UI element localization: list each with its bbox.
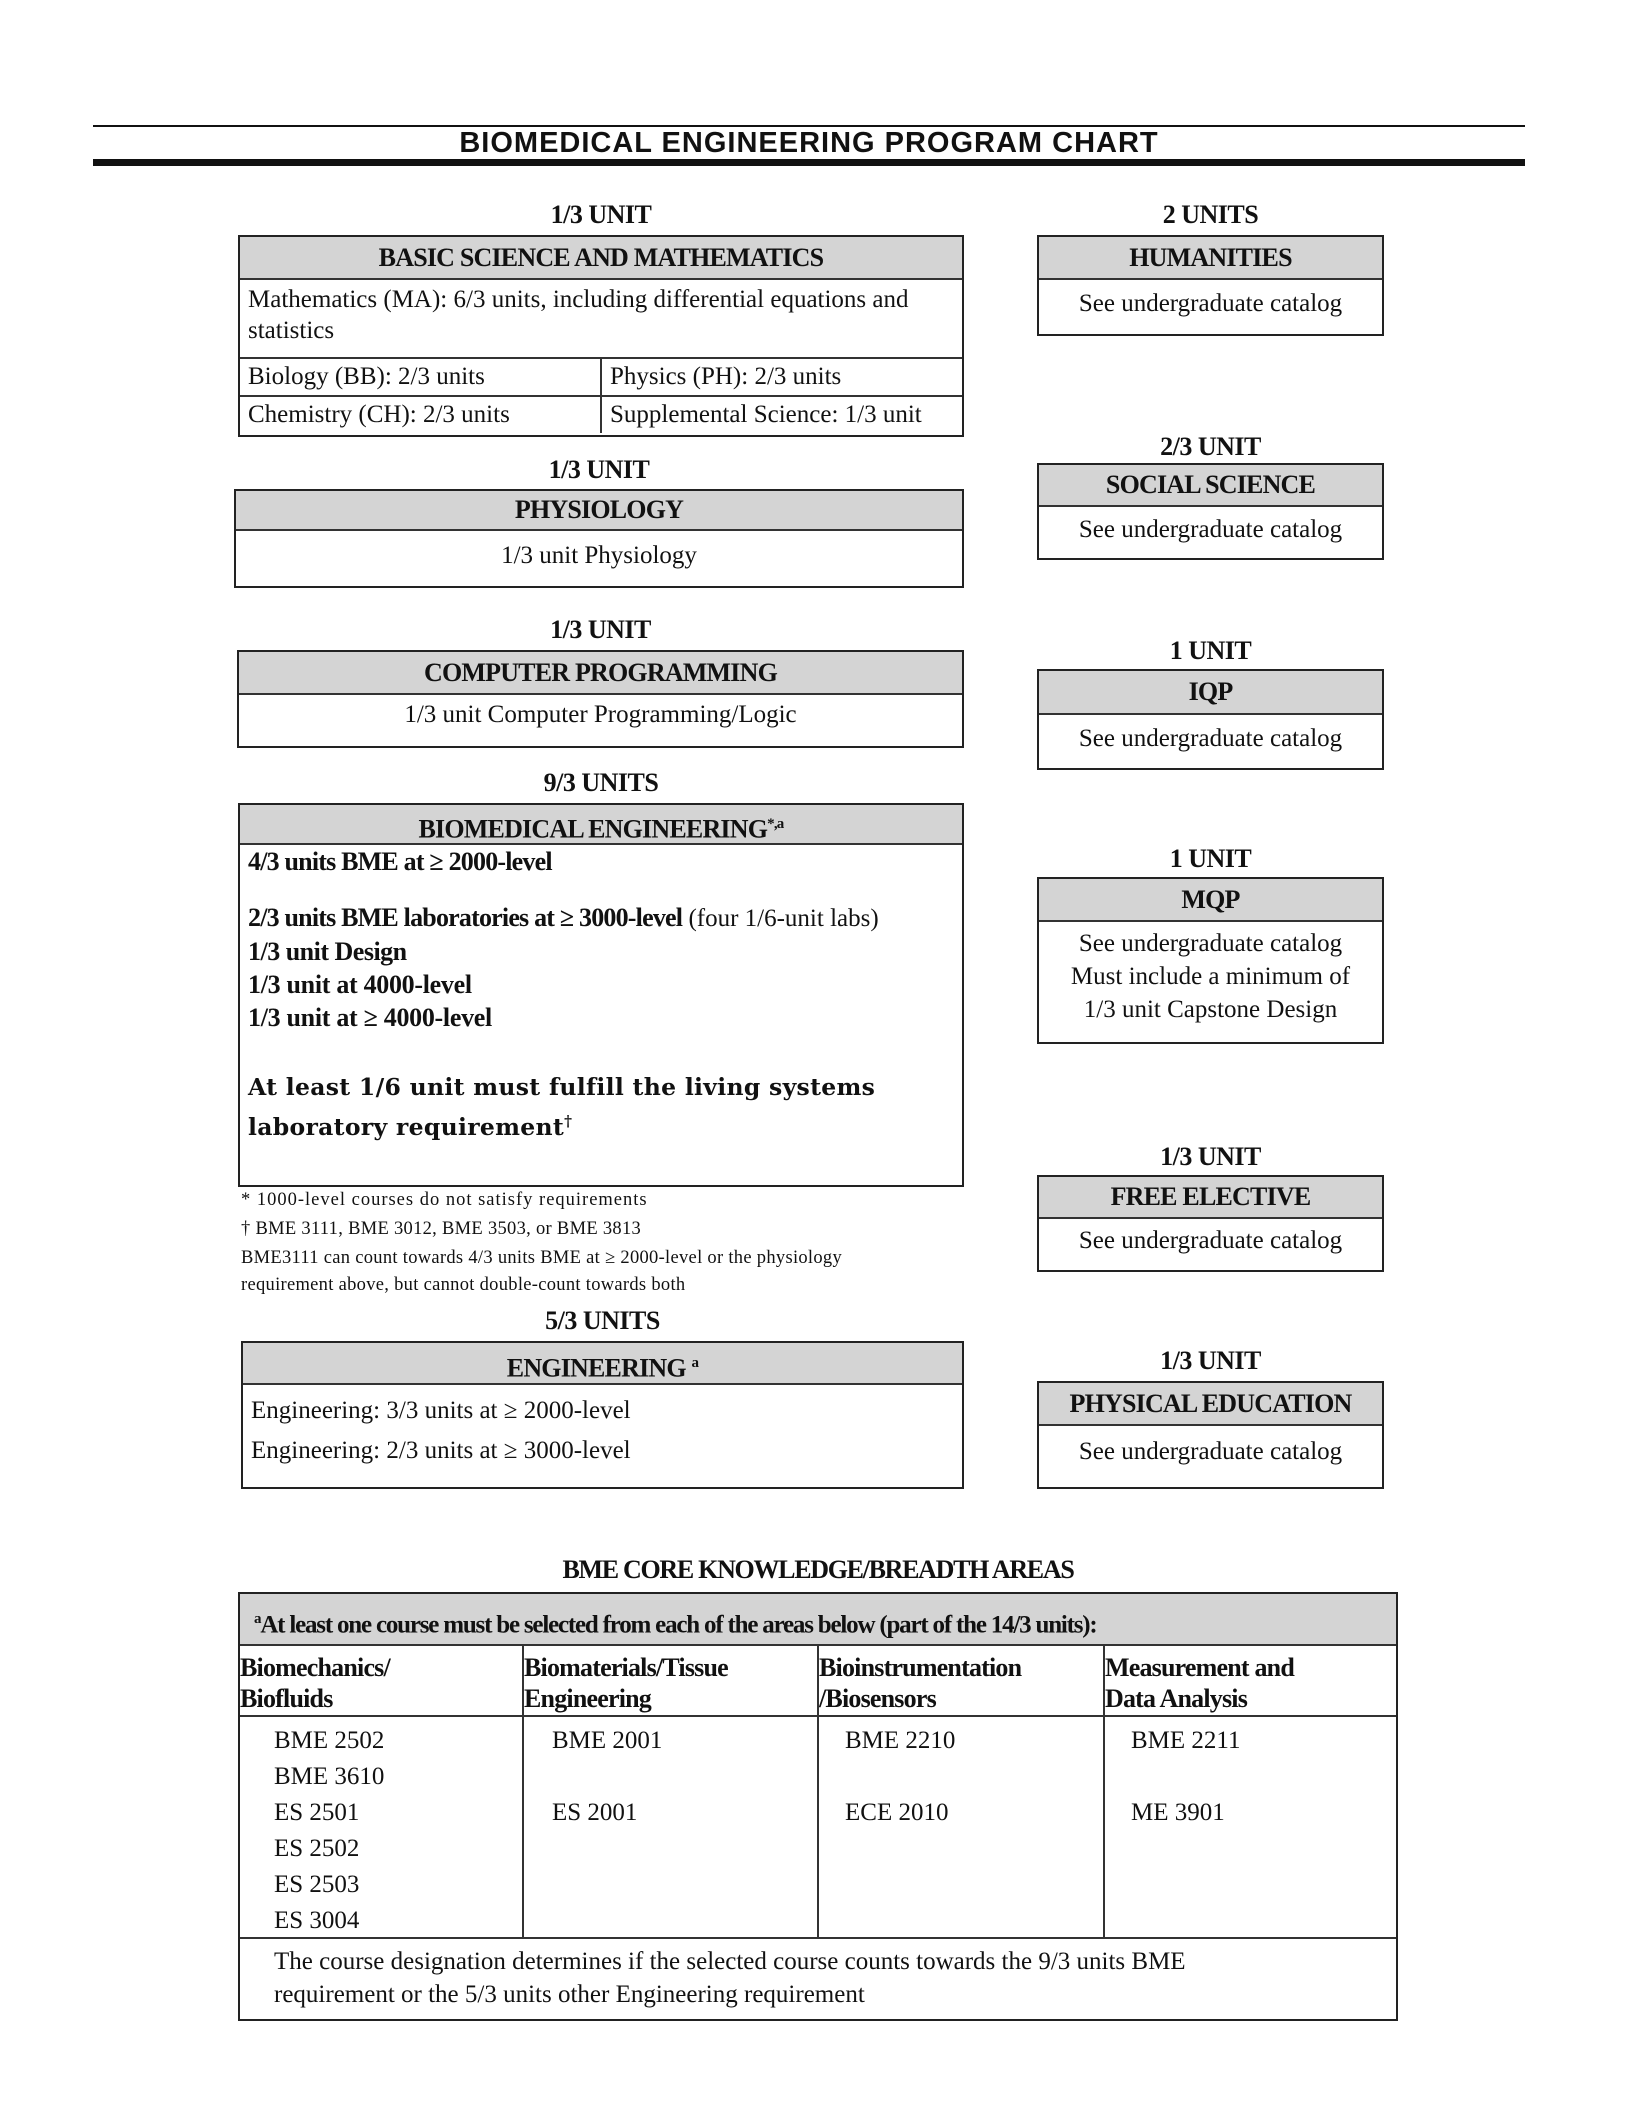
course-item: ME 3901 [1131,1799,1225,1826]
chemistry-requirement: Chemistry (CH): 2/3 units [240,397,602,433]
col-head-line-2: /Biosensors [819,1684,936,1713]
mqp-header: MQP [1039,879,1382,922]
course-item: BME 2211 [1131,1727,1241,1754]
course-item [845,1759,1103,1795]
physiology-requirement: 1/3 unit Physiology [501,542,697,569]
physiology-header: PHYSIOLOGY [236,491,962,531]
physics-requirement: Physics (PH): 2/3 units [610,363,842,390]
bme-lab-rest: (four 1/6-unit labs) [682,905,879,932]
living-systems-line-2 [248,1104,962,1144]
course-item: ES 2001 [552,1799,638,1826]
course-item: ES 2501 [274,1799,360,1826]
social-science-box [1037,463,1384,560]
social-science-requirement: See undergraduate catalog [1078,516,1343,543]
core-footer [240,1937,1396,2019]
mqp-units: 1 UNIT [1169,844,1252,873]
mqp-capstone: 1/3 unit Capstone Design [1083,996,1338,1023]
page-title: BIOMEDICAL ENGINEERING PROGRAM CHART [459,127,1159,159]
mqp-box [1037,877,1384,1044]
col-head-line-1: Measurement and [1105,1653,1295,1682]
engineering-box [241,1341,964,1489]
core-col-measurement [1105,1646,1396,1937]
programming-requirement: 1/3 unit Computer Programming/Logic [404,701,797,728]
core-columns [240,1646,1396,1937]
engineering-header-text: ENGINEERING [506,1353,686,1383]
physiology-box [234,489,964,588]
course-item: ES 2502 [274,1835,360,1862]
humanities-requirement: See undergraduate catalog [1078,290,1343,317]
pe-units: 1/3 UNIT [1160,1346,1261,1375]
social-science-header: SOCIAL SCIENCE [1039,465,1382,507]
bme-lab-line [248,901,962,935]
programming-box [237,650,964,748]
core-footer-line-2: requirement or the 5/3 units other Engineering requirement [274,1981,865,2008]
bme-design: 1/3 unit Design [248,937,407,966]
mqp-catalog: See undergraduate catalog [1078,930,1343,957]
footnote-living-systems: † BME 3111, BME 3012, BME 3503, or BME 3813 [241,1219,642,1239]
bme-lab-bold: 2/3 units BME laboratories at ≥ 3000-level [248,903,683,932]
footnote-1000-level: * 1000-level courses do not satisfy requirements [241,1190,648,1210]
mqp-minimum: Must include a minimum of [1070,963,1351,990]
engineering-units: 5/3 UNITS [545,1306,660,1335]
basic-science-header: BASIC SCIENCE AND MATHEMATICS [240,237,962,280]
living-systems-text: laboratory requirement [248,1112,565,1141]
pe-box [1037,1381,1384,1489]
free-elective-box [1037,1175,1384,1272]
biology-requirement: Biology (BB): 2/3 units [240,359,602,395]
pe-header: PHYSICAL EDUCATION [1039,1383,1382,1426]
iqp-requirement: See undergraduate catalog [1078,725,1343,752]
physiology-units: 1/3 UNIT [548,455,650,484]
core-note [240,1594,1396,1646]
core-col-bioinstrumentation [819,1646,1105,1937]
course-item: BME 2502 [274,1727,385,1754]
engineering-header [243,1343,962,1385]
living-systems-dagger: † [564,1112,573,1130]
iqp-units: 1 UNIT [1169,636,1252,665]
iqp-header: IQP [1039,671,1382,715]
free-elective-units: 1/3 UNIT [1160,1142,1261,1171]
footnote-bme3111-b: requirement above, but cannot double-count towards both [241,1275,686,1295]
iqp-box [1037,669,1384,770]
core-footer-line-1: The course designation determines if the selected course counts towards the 9/3 units BME [274,1948,1186,1975]
core-title: BME CORE KNOWLEDGE/BREADTH AREAS [562,1555,1074,1584]
basic-science-box [238,235,964,437]
bme-box [238,803,964,1187]
free-elective-requirement: See undergraduate catalog [1078,1227,1343,1254]
bme-line-2000: 4/3 units BME at ≥ 2000-level [248,847,552,876]
programming-units: 1/3 UNIT [550,615,651,644]
title-underline [93,159,1525,166]
course-item [1131,1759,1396,1795]
supplemental-requirement: Supplemental Science: 1/3 unit [610,401,922,428]
pe-requirement: See undergraduate catalog [1078,1438,1343,1465]
engineering-line-2000: Engineering: 3/3 units at ≥ 2000-level [251,1397,631,1424]
engineering-header-sup: a [691,1355,699,1371]
core-col-biomaterials [524,1646,819,1937]
science-row-1 [240,357,962,395]
core-note-sup: a [254,1611,261,1627]
humanities-units: 2 UNITS [1162,200,1259,229]
course-item: BME 2001 [552,1727,663,1754]
bme-header-sup: *,a [767,816,784,832]
course-item: BME 2210 [845,1727,956,1754]
living-systems-line-1: At least 1/6 unit must fulfill the living systems [248,1073,876,1101]
col-head-line-1: Bioinstrumentation [819,1653,1022,1682]
basic-science-units: 1/3 UNIT [550,200,652,229]
bme-header-text: BIOMEDICAL ENGINEERING [418,814,768,844]
course-item: BME 3610 [274,1763,385,1790]
core-note-text: At least one course must be selected from each of the areas below (part of the 14/3 units): [260,1611,1097,1639]
col-head-line-2: Data Analysis [1105,1684,1248,1713]
core-col-biomechanics [240,1646,524,1937]
humanities-box [1037,235,1384,336]
programming-header: COMPUTER PROGRAMMING [239,652,962,695]
col-head-line-1: Biomechanics/ [240,1653,390,1682]
social-science-units: 2/3 UNIT [1160,432,1261,461]
core-table [238,1592,1398,2021]
bme-4000: 1/3 unit at 4000-level [248,970,472,999]
course-item [552,1759,817,1795]
bme-gte-4000: 1/3 unit at ≥ 4000-level [248,1003,492,1032]
math-requirement: Mathematics (MA): 6/3 units, including differential equations and statistics [248,286,909,344]
bme-units: 9/3 UNITS [543,768,659,797]
bme-header [240,805,962,845]
free-elective-header: FREE ELECTIVE [1039,1177,1382,1219]
course-item: ECE 2010 [845,1799,949,1826]
course-item: ES 3004 [274,1907,360,1934]
col-head-line-2: Biofluids [240,1684,333,1713]
engineering-line-3000: Engineering: 2/3 units at ≥ 3000-level [251,1437,631,1464]
humanities-header: HUMANITIES [1039,237,1382,280]
col-head-line-1: Biomaterials/Tissue [524,1653,728,1682]
footnote-bme3111-a: BME3111 can count towards 4/3 units BME at ≥ 2000-level or the physiology [241,1248,843,1268]
science-row-2 [240,395,962,433]
course-item: ES 2503 [274,1871,360,1898]
col-head-line-2: Engineering [524,1684,651,1713]
